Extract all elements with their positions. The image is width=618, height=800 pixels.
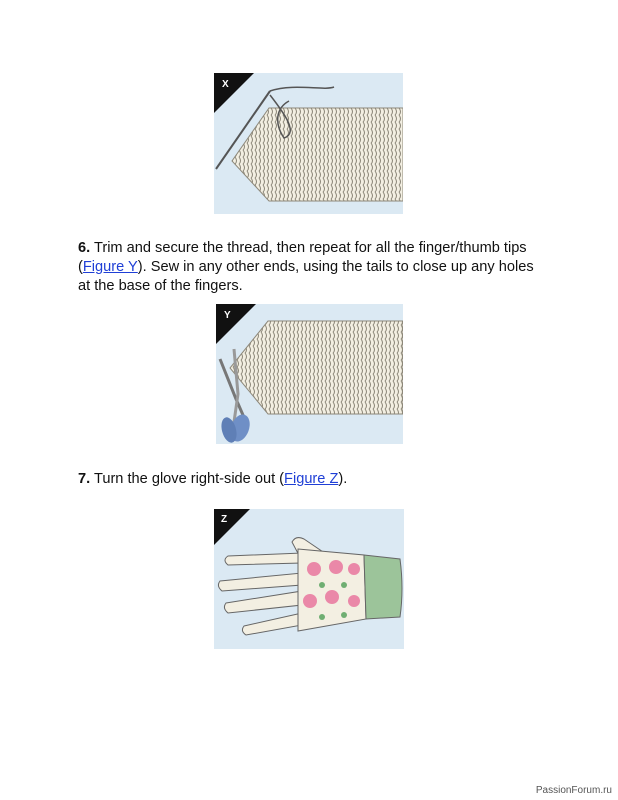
- step-7-text-after: ).: [338, 471, 348, 487]
- step-6-text-before: Trim and secure the thread, then repeat for all the finger/thumb tips (: [78, 240, 527, 275]
- glove-icon: [218, 538, 402, 635]
- knitted-fabric: [230, 321, 403, 414]
- step-7-number: 7.: [78, 471, 91, 487]
- figure-z-label: Z: [221, 514, 228, 525]
- step-6-text-after: ). Sew in any other ends, using the tails to close up any holes at the base of the fingers.: [78, 259, 534, 294]
- step-6-paragraph: [78, 239, 548, 296]
- figure-z-illustration: [214, 509, 404, 649]
- figure-x-label: X: [222, 79, 229, 90]
- figure-y-link[interactable]: Figure Y: [82, 259, 138, 275]
- figure-y: [216, 304, 403, 444]
- figure-z-link[interactable]: Figure Z: [284, 471, 339, 487]
- figure-x-illustration: [214, 73, 403, 214]
- figure-z: [214, 509, 404, 649]
- figure-x: [214, 73, 403, 214]
- figure-y-label: Y: [224, 310, 231, 321]
- step-7-text-before: Turn the glove right-side out (: [90, 471, 285, 487]
- step-7-paragraph: [78, 470, 548, 489]
- figure-y-illustration: [216, 304, 403, 444]
- knitted-fabric: [232, 108, 403, 201]
- step-6-number: 6.: [78, 240, 91, 256]
- watermark: PassionForum.ru: [535, 785, 612, 796]
